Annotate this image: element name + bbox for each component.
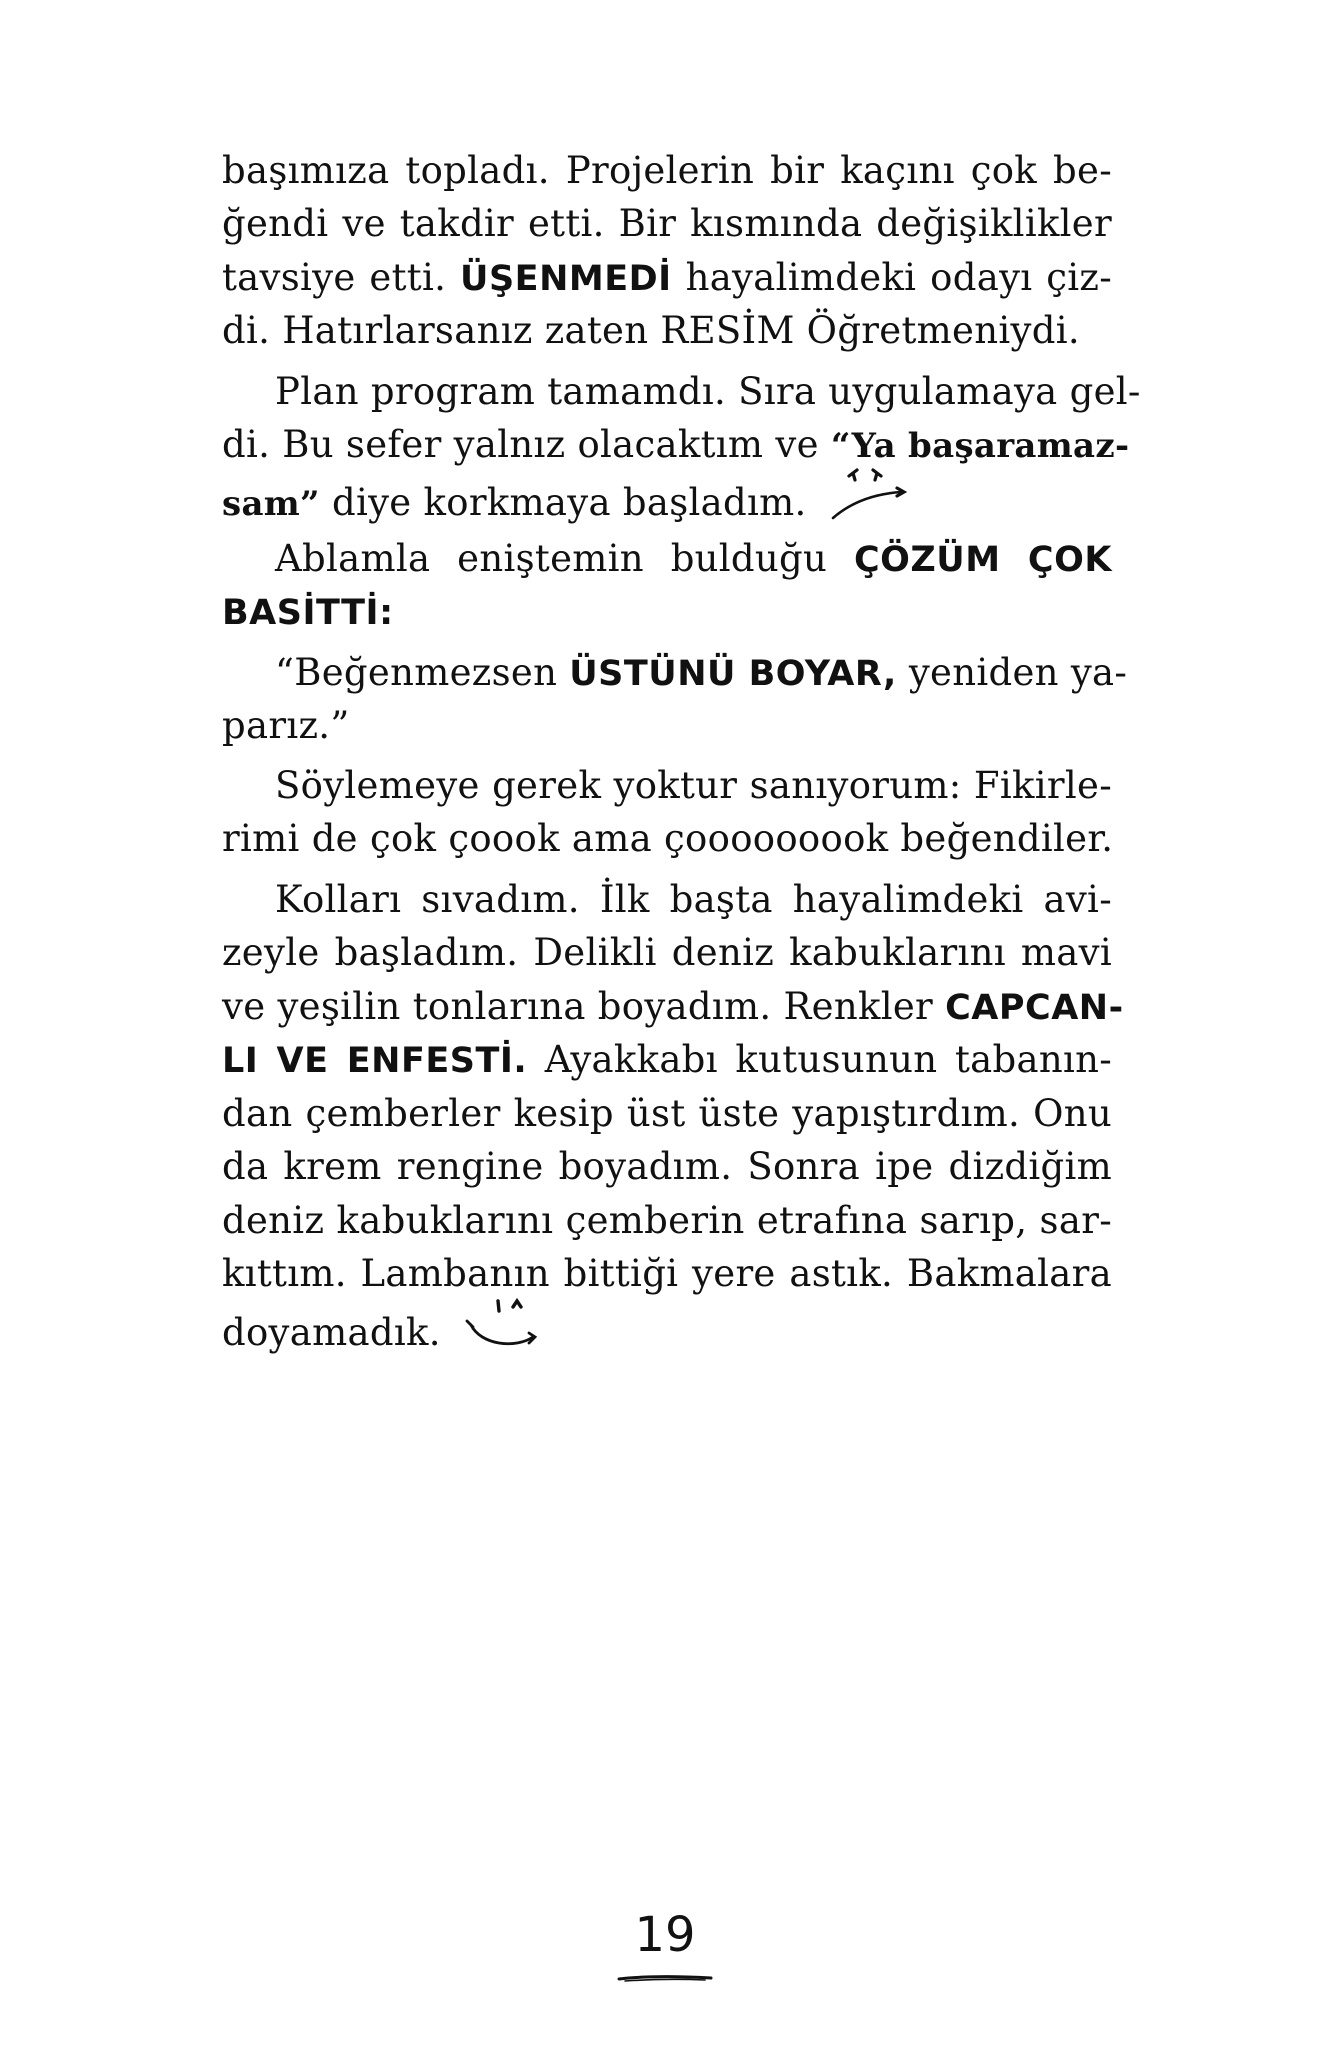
emphasis-quote: sam” xyxy=(222,484,320,524)
line-text: dan çemberler kesip üst üste yapıştırdım. Onu xyxy=(222,1092,1112,1135)
line-text: kıttım. Lambanın bittiği yere astık. Bakmalara xyxy=(222,1252,1112,1295)
line-text: başımıza topladı. Projelerin bir kaçını çok be- xyxy=(222,149,1112,192)
emphasis-quote: “Ya başaramaz- xyxy=(830,426,1130,466)
line-text: Söylemeye gerek yoktur sanıyorum: Fikirle- xyxy=(275,764,1112,807)
line-text: di. Bu sefer yalnız olacaktım ve xyxy=(222,423,819,466)
line-text: ğendi ve takdir etti. Bir kısmında değişiklikler xyxy=(222,202,1112,245)
line-text: hayalimdeki odayı çiz- xyxy=(685,256,1113,299)
line-text: di. Hatırlarsanız zaten RESİM Öğretmeniydi. xyxy=(222,309,1080,352)
line-text: yeniden ya- xyxy=(908,651,1128,694)
line-text: zeyle başladım. Delikli deniz kabuklarını mavi xyxy=(222,931,1112,974)
text-line xyxy=(222,1291,1112,1365)
line-text: Kolları sıvadım. İlk başta hayalimdeki avi- xyxy=(275,878,1112,921)
line-text: deniz kabuklarını çemberin etrafına sarıp, sar- xyxy=(222,1199,1112,1242)
line-text: Plan program tamamdı. Sıra uygulamaya gel- xyxy=(275,370,1141,413)
line-text: diye korkmaya başladım. xyxy=(331,481,807,524)
line-text: “Beğenmezsen xyxy=(275,651,558,694)
line-text: rimi de çok çoook ama çooooooook beğendiler. xyxy=(222,817,1114,860)
line-text: doyamadık. xyxy=(222,1311,441,1354)
line-text: ve yeşilin tonlarına boyadım. Renkler xyxy=(222,985,934,1028)
page-number: 19 xyxy=(634,1907,696,1963)
line-text: parız.” xyxy=(222,704,350,747)
emphasis-handwritten: ÇÖZÜM ÇOK xyxy=(853,540,1112,580)
page-number-underline xyxy=(615,1970,715,1990)
emphasis-handwritten: BASİTTİ: xyxy=(222,593,394,633)
emphasis-handwritten: ÜŞENMEDİ xyxy=(460,259,672,299)
emphasis-handwritten: ÜSTÜNÜ BOYAR, xyxy=(569,654,897,694)
line-text: Ablamla eniştemin bulduğu xyxy=(275,537,828,580)
line-text: da krem rengine boyadım. Sonra ipe dizdiğim xyxy=(222,1145,1112,1188)
line-text: Ayakkabı kutusunun tabanın- xyxy=(544,1038,1113,1081)
emphasis-handwritten: LI VE ENFESTİ. xyxy=(222,1041,528,1081)
line-text: tavsiye etti. xyxy=(222,256,447,299)
smiley-face-icon xyxy=(453,1291,553,1380)
emphasis-handwritten: CAPCAN- xyxy=(945,988,1124,1028)
